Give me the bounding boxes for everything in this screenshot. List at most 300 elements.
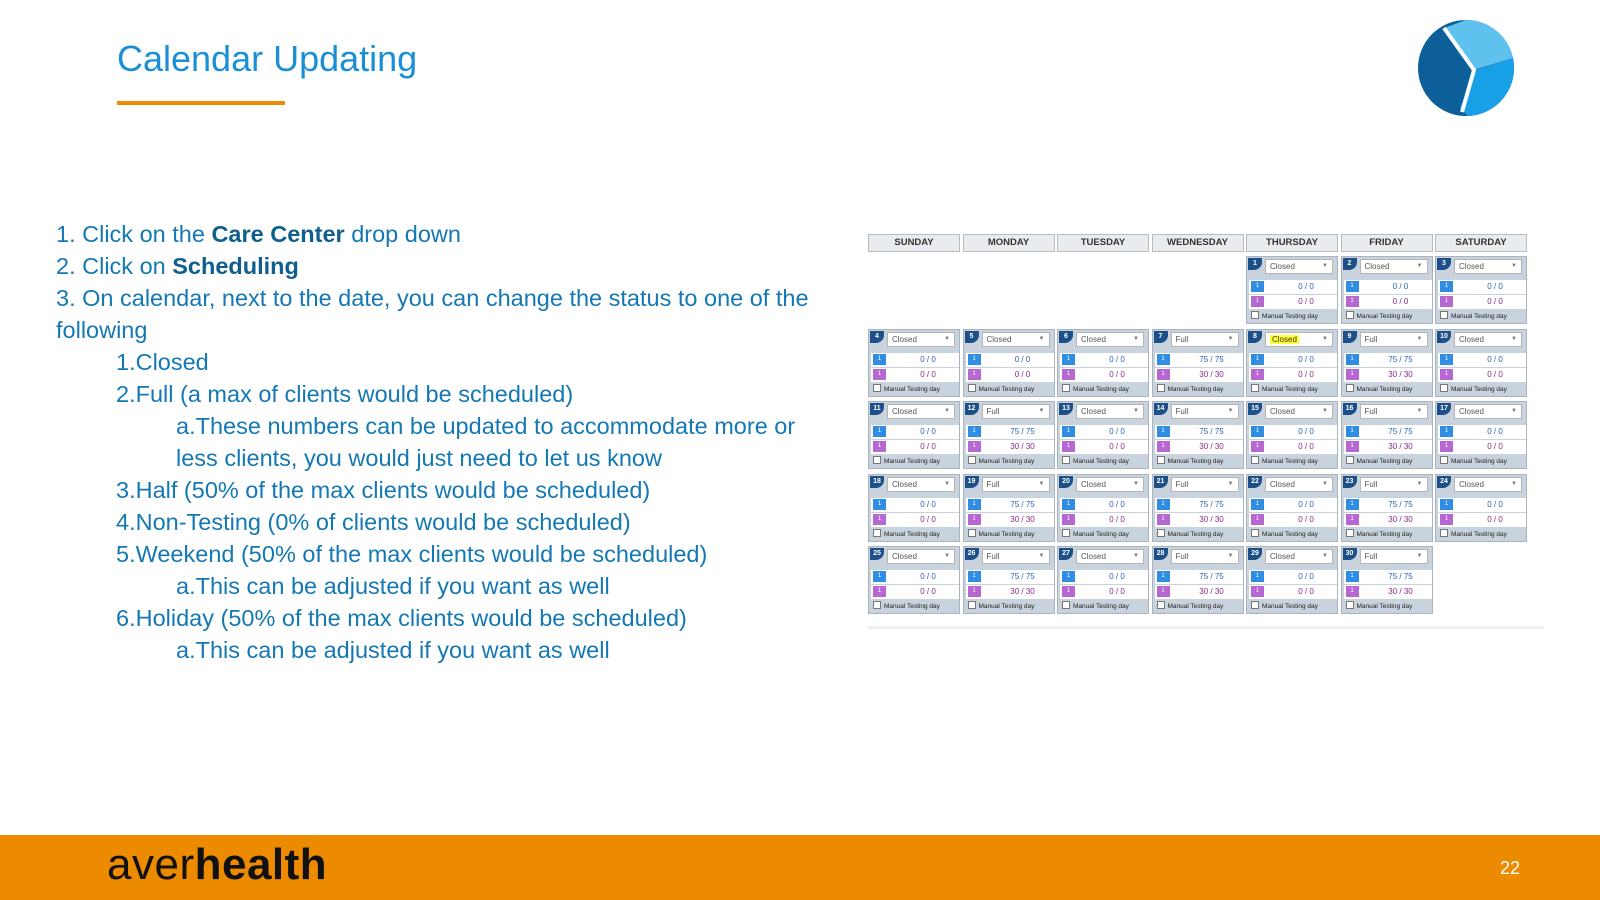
manual-testing-toggle[interactable] bbox=[1440, 311, 1507, 322]
secondary-badge: 1 bbox=[1346, 586, 1359, 597]
capacity-badge: 1 bbox=[1346, 499, 1359, 510]
status-value: Full bbox=[1364, 479, 1378, 489]
status-value: Closed bbox=[1081, 334, 1106, 344]
status-dropdown[interactable] bbox=[982, 332, 1050, 347]
manual-testing-label: Manual Testing day bbox=[978, 530, 1035, 538]
status-dropdown[interactable] bbox=[887, 332, 955, 347]
secondary-capacity-value: 0 / 0 bbox=[1109, 442, 1125, 451]
day-number: 12 bbox=[965, 403, 979, 415]
capacity-row bbox=[1155, 498, 1243, 512]
status-value: Closed bbox=[1459, 407, 1484, 416]
capacity-value: 75 / 75 bbox=[1388, 499, 1413, 509]
capacity-row bbox=[1438, 498, 1526, 512]
manual-testing-label: Manual Testing day bbox=[1262, 385, 1318, 393]
calendar-day-cell bbox=[1246, 474, 1338, 542]
capacity-badge: 1 bbox=[1346, 354, 1359, 365]
status-dropdown[interactable] bbox=[1171, 549, 1239, 564]
status-dropdown[interactable] bbox=[1360, 549, 1428, 564]
capacity-row bbox=[871, 353, 959, 367]
secondary-badge: 1 bbox=[1440, 369, 1453, 380]
dropdown-arrow-icon: ▼ bbox=[1416, 263, 1423, 269]
capacity-value: 0 / 0 bbox=[1487, 282, 1503, 291]
manual-testing-toggle[interactable] bbox=[1251, 384, 1318, 395]
secondary-capacity-value: 30 / 30 bbox=[1010, 514, 1035, 524]
capacity-row bbox=[1155, 425, 1243, 439]
manual-testing-checkbox[interactable] bbox=[1157, 601, 1165, 609]
capacity-row bbox=[1344, 425, 1432, 439]
status-dropdown[interactable] bbox=[1360, 259, 1428, 274]
secondary-capacity-row bbox=[1344, 585, 1432, 599]
secondary-capacity-row bbox=[1155, 585, 1243, 599]
status-dropdown[interactable] bbox=[887, 477, 955, 492]
manual-testing-toggle[interactable] bbox=[968, 601, 1035, 612]
status-value: Closed bbox=[1459, 334, 1484, 344]
secondary-badge: 1 bbox=[1251, 296, 1264, 307]
manual-testing-toggle[interactable] bbox=[1251, 601, 1318, 612]
calendar-day-cell bbox=[1152, 401, 1244, 469]
secondary-badge: 1 bbox=[968, 441, 981, 452]
secondary-badge: 1 bbox=[1157, 586, 1170, 597]
manual-testing-checkbox[interactable] bbox=[873, 529, 881, 537]
care-center-term: Care Center bbox=[211, 221, 345, 247]
secondary-capacity-row bbox=[1249, 368, 1337, 382]
manual-testing-checkbox[interactable] bbox=[1062, 384, 1070, 392]
secondary-capacity-row bbox=[1060, 368, 1148, 382]
secondary-capacity-row bbox=[1249, 440, 1337, 454]
day-number: 23 bbox=[1343, 476, 1357, 488]
secondary-capacity-value: 0 / 0 bbox=[1298, 297, 1314, 306]
dropdown-arrow-icon: ▼ bbox=[1322, 408, 1328, 414]
secondary-badge: 1 bbox=[968, 514, 981, 525]
manual-testing-toggle[interactable] bbox=[1251, 456, 1318, 467]
status-dropdown[interactable] bbox=[1454, 259, 1522, 274]
calendar-day-cell bbox=[868, 401, 960, 469]
manual-testing-checkbox[interactable] bbox=[1440, 311, 1448, 319]
slide-title: Calendar Updating bbox=[117, 38, 418, 79]
capacity-value: 75 / 75 bbox=[1010, 572, 1035, 581]
manual-testing-toggle[interactable] bbox=[968, 384, 1035, 395]
capacity-value: 75 / 75 bbox=[1388, 572, 1413, 581]
capacity-value: 0 / 0 bbox=[1109, 572, 1125, 581]
manual-testing-toggle[interactable] bbox=[1440, 456, 1507, 467]
manual-testing-checkbox[interactable] bbox=[1251, 601, 1259, 609]
calendar-day-cell bbox=[1057, 546, 1149, 614]
capacity-badge: 1 bbox=[1251, 281, 1264, 292]
manual-testing-label: Manual Testing day bbox=[1451, 385, 1507, 393]
capacity-row bbox=[1155, 353, 1243, 367]
secondary-capacity-value: 0 / 0 bbox=[1487, 297, 1503, 306]
capacity-row bbox=[966, 425, 1054, 439]
status-dropdown[interactable] bbox=[1265, 404, 1333, 419]
status-dropdown[interactable] bbox=[1360, 477, 1428, 492]
manual-testing-label: Manual Testing day bbox=[1167, 603, 1224, 610]
status-dropdown[interactable] bbox=[1076, 477, 1144, 492]
secondary-capacity-value: 0 / 0 bbox=[920, 369, 936, 379]
day-number: 3 bbox=[1437, 258, 1451, 270]
company-logo-icon bbox=[1414, 18, 1518, 118]
capacity-badge: 1 bbox=[1062, 499, 1075, 510]
status-dropdown[interactable] bbox=[1171, 404, 1239, 419]
status-dropdown[interactable] bbox=[1265, 549, 1333, 564]
status-value: Full bbox=[986, 552, 1000, 561]
secondary-capacity-value: 30 / 30 bbox=[1010, 587, 1035, 596]
capacity-value: 0 / 0 bbox=[1487, 427, 1503, 436]
day-number: 28 bbox=[1154, 548, 1168, 560]
status-value: Full bbox=[1364, 552, 1378, 561]
option-weekend: 5.Weekend (50% of the max clients would be scheduled) bbox=[116, 541, 708, 567]
status-dropdown[interactable] bbox=[1360, 404, 1428, 419]
status-dropdown[interactable] bbox=[887, 549, 955, 564]
day-number: 9 bbox=[1343, 331, 1357, 343]
secondary-capacity-row bbox=[871, 368, 959, 382]
status-dropdown[interactable] bbox=[1076, 332, 1144, 347]
capacity-value: 0 / 0 bbox=[1109, 499, 1125, 509]
capacity-value: 75 / 75 bbox=[1010, 499, 1035, 509]
secondary-capacity-row bbox=[1438, 440, 1526, 454]
dropdown-arrow-icon: ▼ bbox=[1227, 480, 1234, 487]
day-number: 17 bbox=[1437, 403, 1451, 415]
secondary-badge: 1 bbox=[1157, 369, 1170, 380]
status-dropdown[interactable] bbox=[1454, 332, 1522, 347]
capacity-value: 75 / 75 bbox=[1010, 427, 1035, 436]
dropdown-arrow-icon: ▼ bbox=[1416, 408, 1423, 414]
status-dropdown[interactable] bbox=[1171, 332, 1239, 347]
page-number: 22 bbox=[1500, 858, 1521, 878]
calendar-day-cell bbox=[963, 401, 1055, 469]
manual-testing-label: Manual Testing day bbox=[884, 530, 940, 538]
secondary-capacity-value: 0 / 0 bbox=[1487, 514, 1503, 524]
calendar-day-cell bbox=[1435, 256, 1527, 324]
manual-testing-checkbox[interactable] bbox=[1062, 529, 1070, 537]
manual-testing-toggle[interactable] bbox=[873, 456, 940, 467]
manual-testing-label: Manual Testing day bbox=[884, 385, 940, 393]
secondary-badge: 1 bbox=[1440, 296, 1453, 307]
capacity-value: 0 / 0 bbox=[920, 572, 936, 581]
dropdown-arrow-icon: ▼ bbox=[1038, 408, 1045, 414]
status-dropdown[interactable] bbox=[1265, 259, 1333, 274]
manual-testing-toggle[interactable] bbox=[1440, 384, 1507, 395]
day-number: 14 bbox=[1154, 403, 1168, 415]
manual-testing-checkbox[interactable] bbox=[1157, 384, 1165, 392]
day-number: 5 bbox=[965, 331, 979, 343]
capacity-badge: 1 bbox=[1157, 426, 1170, 437]
manual-testing-checkbox[interactable] bbox=[1062, 601, 1070, 609]
status-dropdown[interactable] bbox=[1171, 477, 1239, 492]
instruction-list bbox=[56, 218, 836, 666]
capacity-row bbox=[1249, 280, 1337, 294]
manual-testing-toggle[interactable] bbox=[1251, 529, 1318, 540]
status-value: Closed bbox=[1364, 262, 1390, 271]
scheduling-term: Scheduling bbox=[172, 253, 299, 279]
manual-testing-label: Manual Testing day bbox=[1262, 530, 1318, 538]
manual-testing-toggle[interactable] bbox=[873, 384, 940, 395]
dropdown-arrow-icon: ▼ bbox=[1322, 263, 1328, 269]
calendar-day-cell bbox=[1341, 546, 1433, 614]
calendar-day-cell bbox=[1435, 474, 1527, 542]
calendar-day-cell bbox=[963, 546, 1055, 614]
manual-testing-label: Manual Testing day bbox=[1073, 458, 1129, 465]
manual-testing-checkbox[interactable] bbox=[1251, 384, 1259, 392]
capacity-value: 0 / 0 bbox=[1298, 354, 1314, 364]
manual-testing-label: Manual Testing day bbox=[1356, 313, 1413, 320]
status-value: Closed bbox=[1270, 262, 1295, 271]
dropdown-arrow-icon: ▼ bbox=[1511, 480, 1517, 487]
status-dropdown[interactable] bbox=[1265, 477, 1333, 492]
manual-testing-checkbox[interactable] bbox=[873, 384, 881, 392]
manual-testing-checkbox[interactable] bbox=[1346, 311, 1354, 319]
calendar-day-cell bbox=[1152, 546, 1244, 614]
secondary-capacity-value: 0 / 0 bbox=[1298, 514, 1314, 524]
capacity-row bbox=[1249, 425, 1337, 439]
secondary-badge: 1 bbox=[873, 441, 886, 452]
manual-testing-toggle[interactable] bbox=[968, 456, 1035, 467]
capacity-badge: 1 bbox=[873, 426, 886, 437]
secondary-capacity-value: 0 / 0 bbox=[920, 442, 936, 451]
capacity-value: 75 / 75 bbox=[1199, 427, 1224, 436]
capacity-row bbox=[871, 498, 959, 512]
capacity-badge: 1 bbox=[1062, 354, 1075, 365]
capacity-badge: 1 bbox=[1346, 281, 1359, 292]
dropdown-arrow-icon: ▼ bbox=[944, 408, 950, 414]
capacity-value: 0 / 0 bbox=[920, 354, 936, 364]
secondary-capacity-value: 30 / 30 bbox=[1199, 369, 1224, 379]
option-holiday-note: a.This can be adjusted if you want as well bbox=[176, 637, 610, 663]
manual-testing-toggle[interactable] bbox=[873, 601, 940, 612]
status-value: Full bbox=[1175, 552, 1189, 561]
option-half: 3.Half (50% of the max clients would be scheduled) bbox=[116, 477, 651, 503]
manual-testing-label: Manual Testing day bbox=[1356, 603, 1413, 610]
dropdown-arrow-icon: ▼ bbox=[1227, 553, 1234, 559]
step-3-line-1: 3. On calendar, next to the date, you can change the status to one of the bbox=[56, 285, 809, 311]
capacity-badge: 1 bbox=[1440, 499, 1453, 510]
step-2: 2. Click on Scheduling bbox=[56, 253, 299, 279]
day-number: 26 bbox=[965, 548, 979, 560]
capacity-row bbox=[1344, 498, 1432, 512]
capacity-value: 0 / 0 bbox=[1298, 499, 1314, 509]
capacity-row bbox=[1060, 570, 1148, 584]
manual-testing-checkbox[interactable] bbox=[968, 601, 976, 609]
manual-testing-checkbox[interactable] bbox=[1251, 456, 1259, 464]
manual-testing-checkbox[interactable] bbox=[968, 384, 976, 392]
day-number: 6 bbox=[1059, 331, 1073, 343]
capacity-row bbox=[1438, 425, 1526, 439]
capacity-row bbox=[966, 498, 1054, 512]
manual-testing-checkbox[interactable] bbox=[1157, 529, 1165, 537]
status-value: Closed bbox=[892, 479, 917, 489]
secondary-badge: 1 bbox=[873, 514, 886, 525]
secondary-capacity-value: 0 / 0 bbox=[920, 587, 936, 596]
dropdown-arrow-icon: ▼ bbox=[1133, 335, 1139, 342]
manual-testing-checkbox[interactable] bbox=[1251, 529, 1259, 537]
manual-testing-checkbox[interactable] bbox=[1251, 311, 1259, 319]
option-non-testing: 4.Non-Testing (0% of clients would be scheduled) bbox=[116, 509, 631, 535]
manual-testing-label: Manual Testing day bbox=[1451, 313, 1507, 320]
secondary-badge: 1 bbox=[1157, 441, 1170, 452]
manual-testing-checkbox[interactable] bbox=[1157, 456, 1165, 464]
manual-testing-checkbox[interactable] bbox=[1062, 456, 1070, 464]
manual-testing-toggle[interactable] bbox=[873, 529, 940, 540]
manual-testing-toggle[interactable] bbox=[1346, 601, 1413, 612]
calendar-day-cell bbox=[868, 474, 960, 542]
status-dropdown[interactable] bbox=[1265, 332, 1333, 347]
capacity-value: 0 / 0 bbox=[920, 427, 936, 436]
manual-testing-toggle[interactable] bbox=[1062, 529, 1129, 540]
day-number: 7 bbox=[1154, 331, 1168, 343]
secondary-capacity-row bbox=[1060, 440, 1148, 454]
status-value: Full bbox=[1364, 334, 1378, 344]
manual-testing-checkbox[interactable] bbox=[968, 456, 976, 464]
status-dropdown[interactable] bbox=[982, 477, 1050, 492]
manual-testing-checkbox[interactable] bbox=[1440, 529, 1448, 537]
status-value: Closed bbox=[1270, 552, 1295, 561]
secondary-capacity-row bbox=[1155, 513, 1243, 527]
manual-testing-checkbox[interactable] bbox=[1440, 384, 1448, 392]
secondary-badge: 1 bbox=[1062, 586, 1075, 597]
day-number: 22 bbox=[1248, 476, 1262, 488]
manual-testing-toggle[interactable] bbox=[1346, 456, 1413, 467]
manual-testing-label: Manual Testing day bbox=[1356, 458, 1413, 465]
status-dropdown[interactable] bbox=[982, 549, 1050, 564]
dropdown-arrow-icon: ▼ bbox=[1511, 335, 1517, 342]
manual-testing-toggle[interactable] bbox=[1157, 384, 1224, 395]
secondary-capacity-row bbox=[1344, 440, 1432, 454]
option-full: 2.Full (a max of clients would be scheduled) bbox=[116, 381, 574, 407]
dropdown-arrow-icon: ▼ bbox=[1038, 480, 1045, 487]
status-dropdown[interactable] bbox=[887, 404, 955, 419]
capacity-value: 0 / 0 bbox=[1487, 499, 1503, 509]
status-value: Closed bbox=[1459, 479, 1484, 489]
status-value: Closed bbox=[892, 552, 917, 561]
secondary-capacity-row bbox=[966, 440, 1054, 454]
day-number: 4 bbox=[870, 331, 884, 343]
manual-testing-toggle[interactable] bbox=[1062, 601, 1129, 612]
capacity-badge: 1 bbox=[1346, 571, 1359, 582]
calendar-day-cell bbox=[1057, 474, 1149, 542]
secondary-badge: 1 bbox=[1346, 441, 1359, 452]
manual-testing-label: Manual Testing day bbox=[1451, 458, 1507, 465]
status-value: Closed bbox=[1081, 552, 1106, 561]
day-number: 8 bbox=[1248, 331, 1262, 343]
status-dropdown[interactable] bbox=[1076, 549, 1144, 564]
manual-testing-checkbox[interactable] bbox=[1346, 456, 1354, 464]
manual-testing-toggle[interactable] bbox=[1062, 384, 1129, 395]
secondary-capacity-value: 0 / 0 bbox=[920, 514, 936, 524]
manual-testing-toggle[interactable] bbox=[1251, 311, 1318, 322]
capacity-badge: 1 bbox=[1251, 499, 1264, 510]
capacity-row bbox=[871, 425, 959, 439]
manual-testing-checkbox[interactable] bbox=[1346, 384, 1354, 392]
weekday-header: FRIDAY bbox=[1341, 234, 1433, 252]
secondary-capacity-value: 30 / 30 bbox=[1199, 587, 1224, 596]
manual-testing-toggle[interactable] bbox=[1346, 311, 1413, 322]
manual-testing-checkbox[interactable] bbox=[1346, 529, 1354, 537]
manual-testing-checkbox[interactable] bbox=[1346, 601, 1354, 609]
step-3-line-2: following bbox=[56, 317, 148, 343]
manual-testing-checkbox[interactable] bbox=[873, 456, 881, 464]
capacity-badge: 1 bbox=[1440, 354, 1453, 365]
manual-testing-toggle[interactable] bbox=[1062, 456, 1129, 467]
capacity-row bbox=[1060, 498, 1148, 512]
manual-testing-toggle[interactable] bbox=[1346, 384, 1413, 395]
capacity-badge: 1 bbox=[968, 426, 981, 437]
manual-testing-checkbox[interactable] bbox=[1440, 456, 1448, 464]
dropdown-arrow-icon: ▼ bbox=[1416, 480, 1423, 487]
status-value: Closed bbox=[1270, 407, 1295, 416]
day-number: 13 bbox=[1059, 403, 1073, 415]
status-dropdown[interactable] bbox=[1360, 332, 1428, 347]
capacity-badge: 1 bbox=[873, 354, 886, 365]
manual-testing-toggle[interactable] bbox=[1157, 456, 1224, 467]
dropdown-arrow-icon: ▼ bbox=[1038, 553, 1045, 559]
status-dropdown[interactable] bbox=[1454, 404, 1522, 419]
dropdown-arrow-icon: ▼ bbox=[1511, 408, 1517, 414]
manual-testing-checkbox[interactable] bbox=[873, 601, 881, 609]
capacity-value: 0 / 0 bbox=[1298, 572, 1314, 581]
secondary-capacity-row bbox=[1249, 295, 1337, 309]
calendar-day-cell bbox=[1152, 474, 1244, 542]
status-dropdown[interactable] bbox=[982, 404, 1050, 419]
status-value: Closed bbox=[986, 334, 1012, 344]
secondary-badge: 1 bbox=[1346, 514, 1359, 525]
capacity-row bbox=[1249, 353, 1337, 367]
calendar-day-cell bbox=[1341, 474, 1433, 542]
secondary-capacity-value: 30 / 30 bbox=[1010, 442, 1035, 451]
capacity-badge: 1 bbox=[1157, 571, 1170, 582]
capacity-value: 75 / 75 bbox=[1199, 499, 1224, 509]
status-dropdown[interactable] bbox=[1076, 404, 1144, 419]
capacity-value: 0 / 0 bbox=[1487, 354, 1503, 364]
weekday-header: SATURDAY bbox=[1435, 234, 1527, 252]
capacity-badge: 1 bbox=[1062, 426, 1075, 437]
weekday-header: THURSDAY bbox=[1246, 234, 1338, 252]
day-number: 15 bbox=[1248, 403, 1262, 415]
day-number: 30 bbox=[1343, 548, 1357, 560]
secondary-capacity-value: 0 / 0 bbox=[1392, 297, 1409, 306]
day-number: 10 bbox=[1437, 331, 1451, 343]
status-dropdown[interactable] bbox=[1454, 477, 1522, 492]
secondary-badge: 1 bbox=[968, 586, 981, 597]
option-weekend-note: a.This can be adjusted if you want as well bbox=[176, 573, 610, 599]
manual-testing-toggle[interactable] bbox=[968, 529, 1035, 540]
capacity-value: 0 / 0 bbox=[1392, 282, 1409, 291]
secondary-capacity-row bbox=[1438, 513, 1526, 527]
manual-testing-toggle[interactable] bbox=[1346, 529, 1413, 540]
dropdown-arrow-icon: ▼ bbox=[1322, 553, 1328, 559]
secondary-capacity-value: 0 / 0 bbox=[1298, 369, 1314, 379]
status-value: Closed bbox=[1270, 479, 1295, 489]
dropdown-arrow-icon: ▼ bbox=[1511, 263, 1517, 269]
secondary-badge: 1 bbox=[1251, 586, 1264, 597]
calendar-day-cell bbox=[1246, 401, 1338, 469]
secondary-capacity-value: 0 / 0 bbox=[1014, 369, 1031, 379]
capacity-row bbox=[1155, 570, 1243, 584]
manual-testing-toggle[interactable] bbox=[1157, 529, 1224, 540]
option-full-note: a.These numbers can be updated to accommodate more or less clients, you would just need to let us know bbox=[176, 413, 796, 471]
dropdown-arrow-icon: ▼ bbox=[1133, 480, 1139, 487]
manual-testing-toggle[interactable] bbox=[1157, 601, 1224, 612]
capacity-value: 0 / 0 bbox=[1109, 354, 1125, 364]
manual-testing-toggle[interactable] bbox=[1440, 529, 1507, 540]
manual-testing-label: Manual Testing day bbox=[1073, 385, 1129, 393]
secondary-badge: 1 bbox=[1346, 296, 1359, 307]
secondary-capacity-value: 30 / 30 bbox=[1388, 587, 1413, 596]
capacity-row bbox=[1344, 280, 1432, 294]
manual-testing-label: Manual Testing day bbox=[1073, 603, 1129, 610]
dropdown-arrow-icon: ▼ bbox=[1416, 335, 1423, 342]
manual-testing-checkbox[interactable] bbox=[968, 529, 976, 537]
secondary-badge: 1 bbox=[1440, 514, 1453, 525]
secondary-badge: 1 bbox=[968, 369, 981, 380]
